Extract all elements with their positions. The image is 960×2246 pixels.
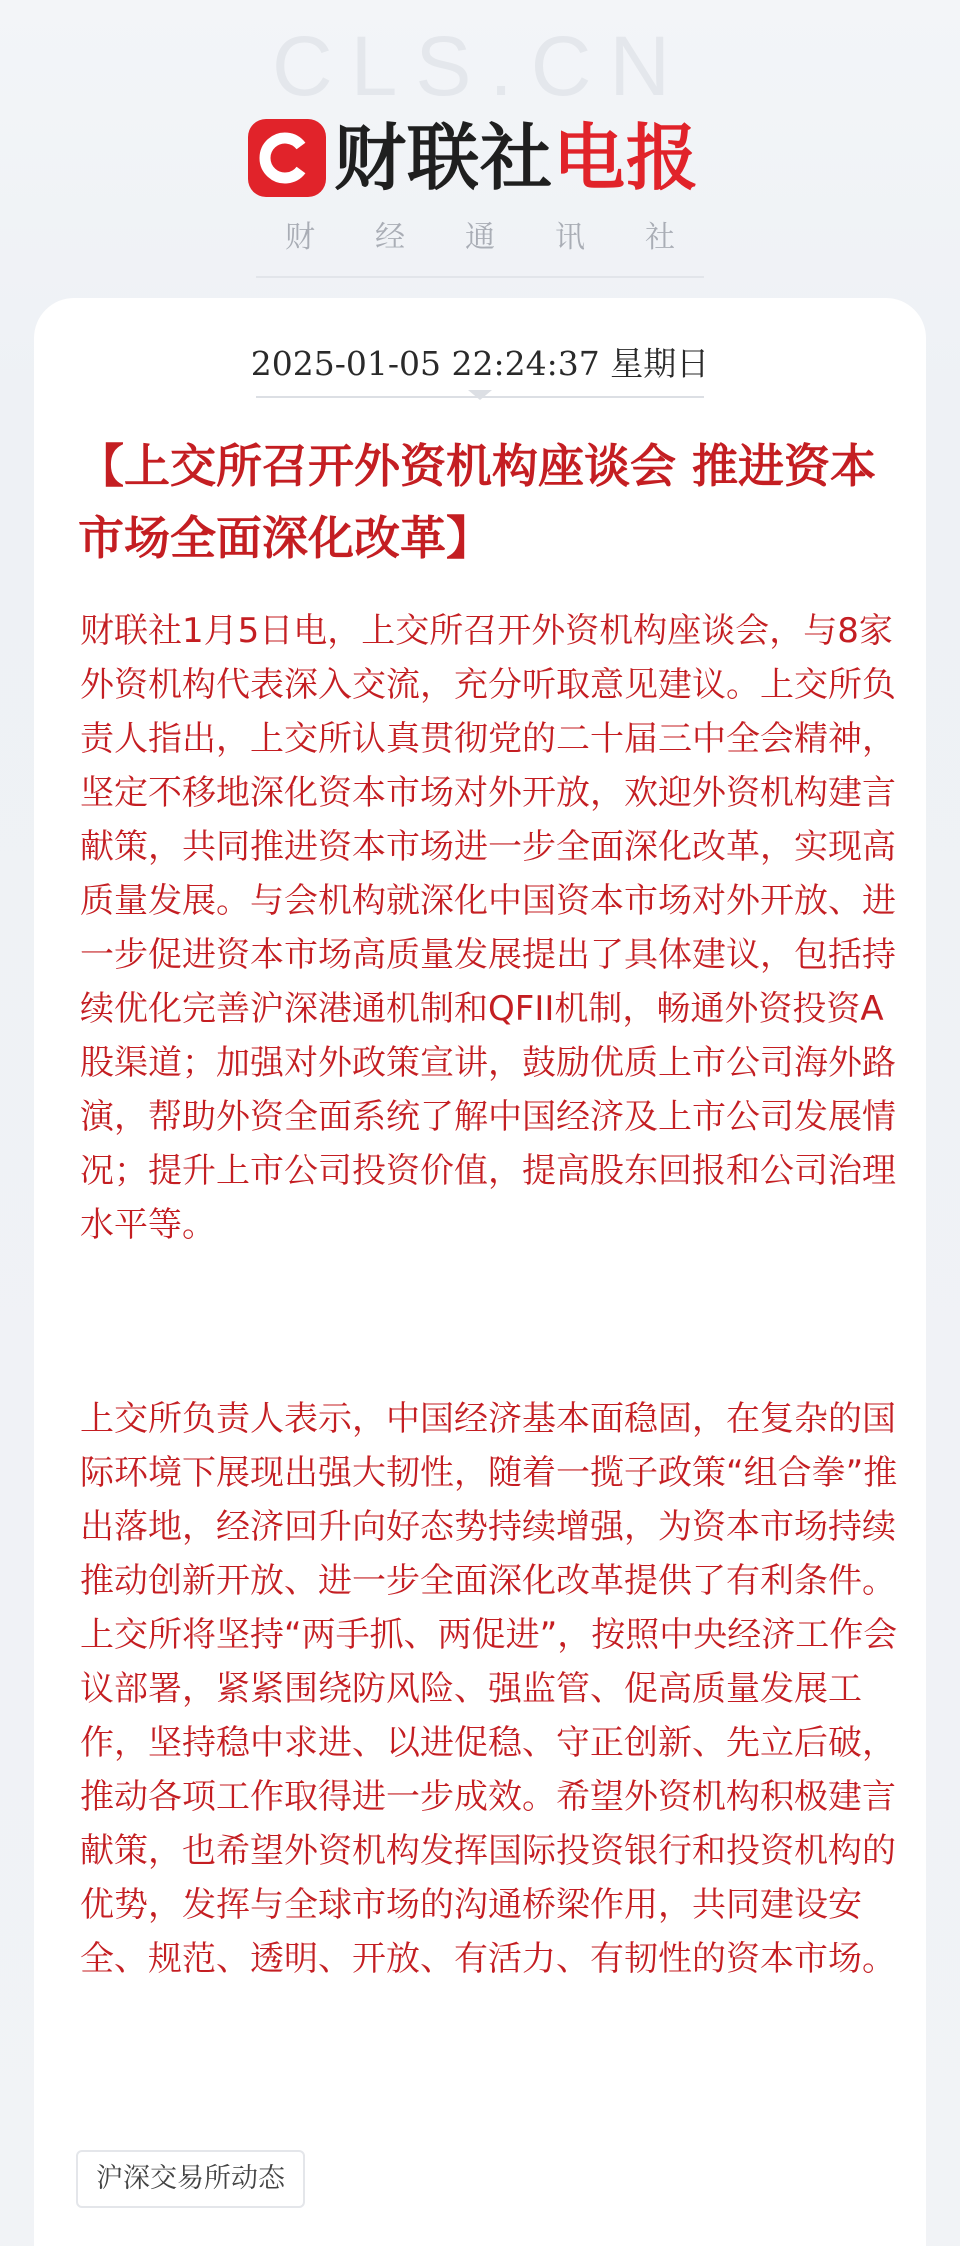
article-title: 【上交所召开外资机构座谈会 推进资本市场全面深化改革】 [78,439,877,565]
brand-name [334,118,699,198]
article-paragraph-2: 上交所负责人表示，中国经济基本面稳固，在复杂的国际环境下展现出强大韧性，随着一揽子政策“组合拳”推出落地，经济回升向好态势持续增强，为资本市场持续推动创新开放、进一步全面深化改革提供了有利条件。上交所将坚持“两手抓、两促进”，按照中央经济工作会议部署，紧紧围绕防风险、强监管、促高质量发展工作，坚持稳中求进、以进促稳、守正创新、先立后破，推动各项工作取得进一步成效。希望外资机构积极建言献策，也希望外资机构发挥国际投资银行和投资机构的优势，发挥与全球市场的沟通桥梁作用，共同建设安全、规范、透明、开放、有活力、有韧性的资本市场。 [80,1399,898,1979]
brand-name-main: 财联社 [334,116,554,200]
header-divider [256,276,704,278]
caret-down-icon [468,390,492,400]
cls-c-logo-icon [248,119,326,197]
tagline: 财经通讯社 [285,220,735,255]
article-card [34,298,926,2246]
watermark: CLS.CN [271,19,689,113]
header [0,0,960,300]
brand-logo [248,118,699,198]
article-datetime: 2025-01-05 22:24:37 星期日 [250,344,710,383]
brand-name-suffix: 电报 [553,116,700,200]
article-paragraph-1: 财联社1月5日电，上交所召开外资机构座谈会，与8家外资机构代表深入交流，充分听取意见建议。上交所负责人指出，上交所认真贯彻党的二十届三中全会精神，坚定不移地深化资本市场对外开放，欢迎外资机构建言献策，共同推进资本市场进一步全面深化改革，实现高质量发展。与会机构就深化中国资本市场对外开放、进一步促进资本市场高质量发展提出了具体建议，包括持续优化完善沪深港通机制和QFII机制，畅通外资投资A股渠道；加强对外政策宣讲，鼓励优质上市公司海外路演，帮助外资全面系统了解中国经济及上市公司发展情况；提升上市公司投资价值，提高股东回报和公司治理水平等。 [80,611,896,1245]
topic-tag[interactable]: 沪深交易所动态 [76,2150,305,2208]
